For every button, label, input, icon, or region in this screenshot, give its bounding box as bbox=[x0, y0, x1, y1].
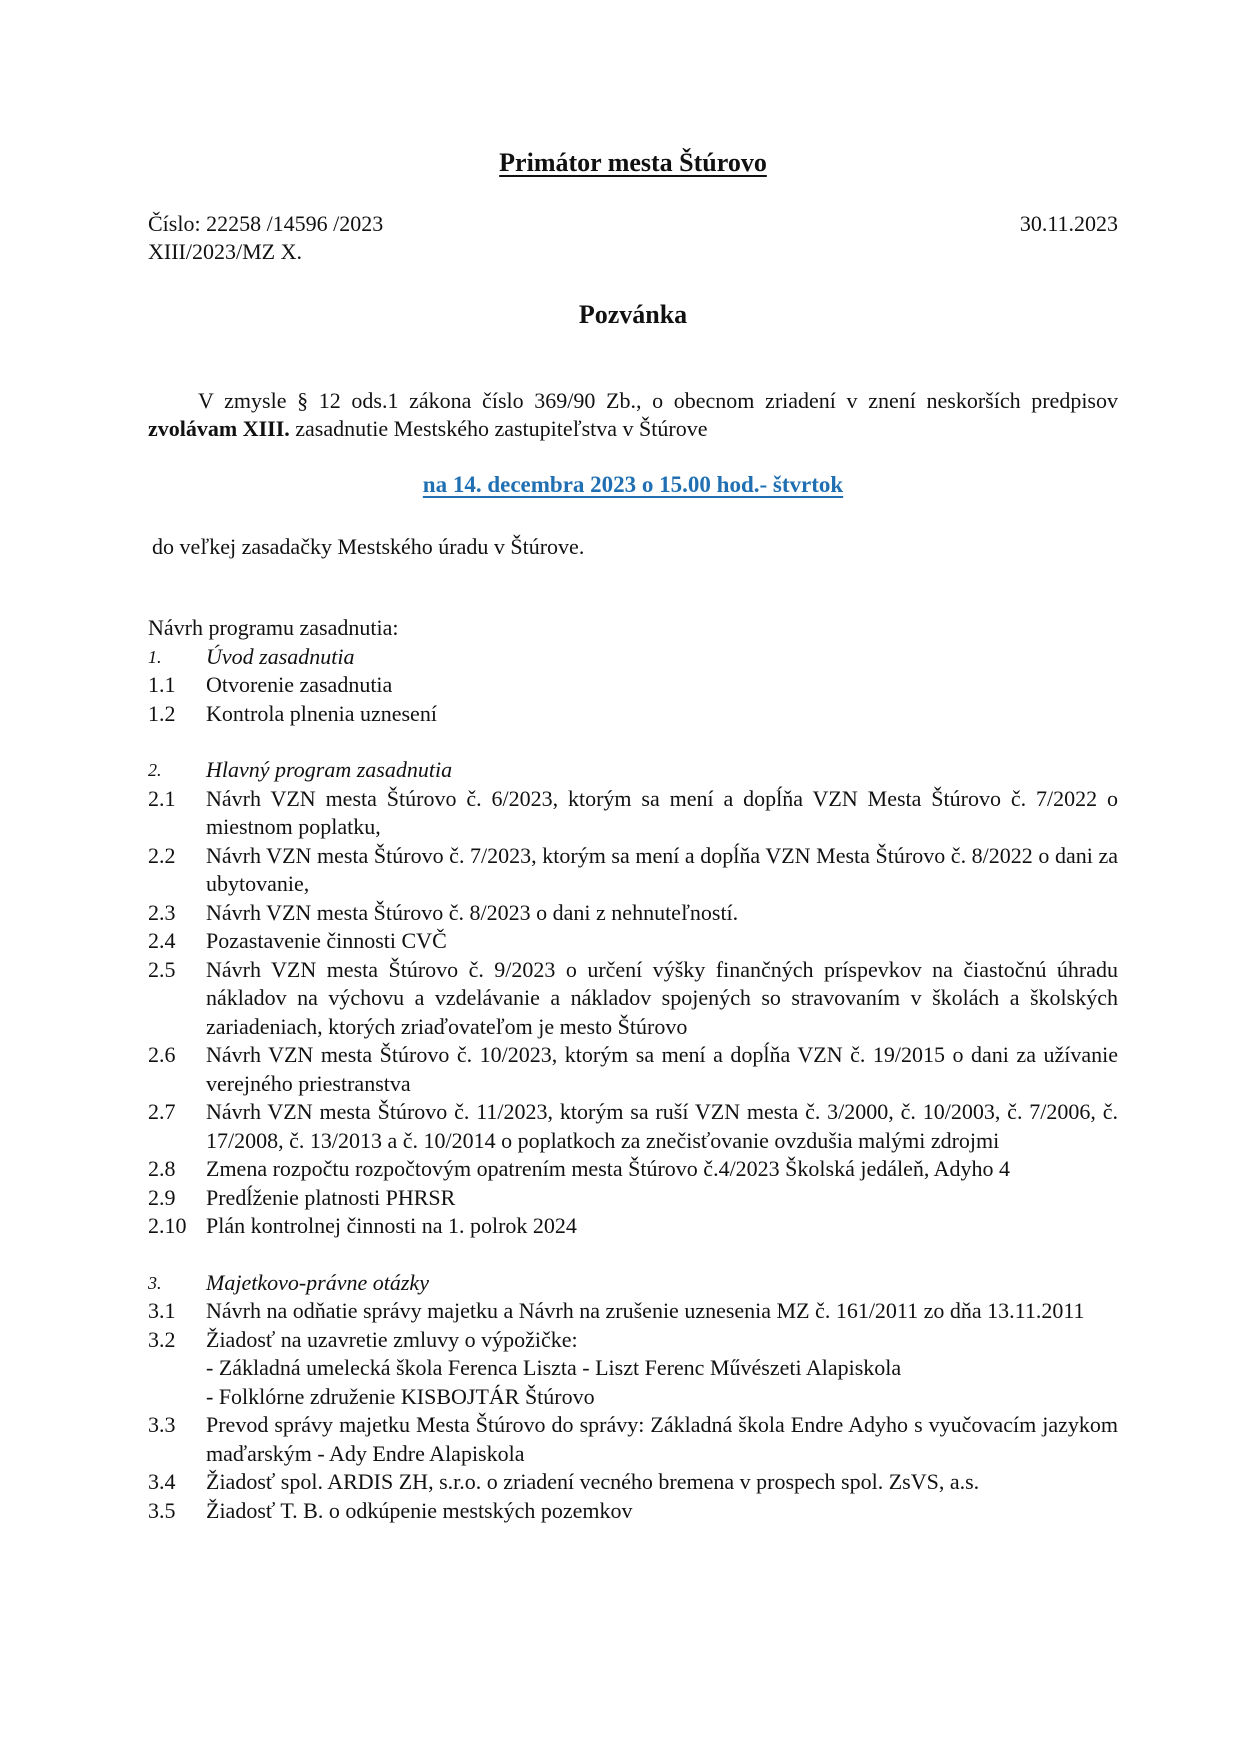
agenda-subitem bbox=[148, 1383, 1118, 1412]
item-text: Pozastavenie činnosti CVČ bbox=[206, 928, 447, 953]
section-number: 3. bbox=[148, 1272, 162, 1293]
item-number: 2.1 bbox=[148, 785, 176, 811]
item-number bbox=[148, 1354, 206, 1383]
agenda-section bbox=[148, 643, 1118, 729]
meeting-venue: do veľkej zasadačky Mestského úradu v Štúrove. bbox=[152, 534, 585, 559]
item-number: 2.6 bbox=[148, 1042, 176, 1067]
item-number: 2.9 bbox=[148, 1184, 176, 1210]
document-date: 30.11.2023 bbox=[1019, 211, 1118, 236]
section-heading bbox=[148, 643, 1118, 672]
section-heading bbox=[148, 756, 1118, 785]
section-title: Hlavný program zasadnutia bbox=[206, 757, 453, 782]
item-text: Zmena rozpočtu rozpočtovým opatrením mesta Štúrovo č.4/2023 Školská jedáleň, Adyho 4 bbox=[206, 1156, 1011, 1181]
agenda-subitem bbox=[148, 1354, 1118, 1383]
section-number: 2. bbox=[148, 760, 162, 780]
item-text: Plán kontrolnej činnosti na 1. polrok 2024 bbox=[206, 1213, 577, 1238]
item-number: 2.2 bbox=[148, 842, 176, 868]
item-text: Návrh VZN mesta Štúrovo č. 6/2023, ktorým sa mení a dopĺňa VZN Mesta Štúrovo č. 7/2022 o miestnom poplatku, bbox=[206, 785, 1118, 839]
item-text: Kontrola plnenia uznesení bbox=[206, 700, 437, 726]
agenda-item bbox=[148, 671, 1118, 700]
item-number: 2.5 bbox=[148, 956, 176, 982]
item-text: Návrh VZN mesta Štúrovo č. 10/2023, ktorým sa mení a dopĺňa VZN č. 19/2015 o dani za užívanie verejného priestranstva bbox=[206, 1042, 1118, 1096]
item-number: 2.4 bbox=[148, 928, 176, 953]
agenda-item bbox=[148, 785, 1118, 842]
section-title: Úvod zasadnutia bbox=[206, 643, 355, 669]
invitation-heading: Pozvánka bbox=[578, 300, 688, 329]
item-text: Žiadosť na uzavretie zmluvy o výpožičke: bbox=[206, 1326, 578, 1352]
agenda-section bbox=[148, 1269, 1118, 1526]
agenda-sections bbox=[148, 643, 1118, 1526]
item-number: 3.5 bbox=[148, 1497, 176, 1523]
agenda-item bbox=[148, 899, 1118, 928]
item-text: Žiadosť spol. ARDIS ZH, s.r.o. o zriadení vecného bremena v prospech spol. ZsVS, a.s. bbox=[206, 1469, 980, 1494]
intro-text-2: zasadnutie Mestského zastupiteľstva v Štúrove bbox=[289, 416, 708, 441]
item-number: 2.7 bbox=[148, 1099, 176, 1124]
item-number: 3.1 bbox=[148, 1298, 176, 1323]
section-number: 1. bbox=[148, 646, 162, 667]
item-text: Návrh VZN mesta Štúrovo č. 8/2023 o dani z nehnuteľností. bbox=[206, 899, 739, 925]
item-number: 1.2 bbox=[148, 700, 176, 726]
reference-code: XIII/2023/MZ X. bbox=[148, 239, 302, 264]
agenda-item bbox=[148, 927, 1118, 956]
agenda-item bbox=[148, 1041, 1118, 1098]
item-text: Prevod správy majetku Mesta Štúrovo do správy: Základná škola Endre Adyho s vyučovacím jazykom maďarským - Ady Endre Alapiskola bbox=[206, 1412, 1118, 1466]
item-number: 1.1 bbox=[148, 672, 176, 697]
agenda-item bbox=[148, 1098, 1118, 1155]
agenda bbox=[148, 614, 1118, 1525]
item-number: 3.4 bbox=[148, 1469, 176, 1494]
agenda-item bbox=[148, 1184, 1118, 1213]
agenda-item bbox=[148, 1212, 1118, 1241]
item-text: Návrh VZN mesta Štúrovo č. 9/2023 o určení výšky finančných príspevkov na čiastočnú úhradu nákladov na výchovu a vzdelávanie a nákladov spojených so stravovaním v školách a školských zariadeniach, ktorých zriaďovateľom je mesto Štúrovo bbox=[206, 956, 1118, 1039]
agenda-item bbox=[148, 1468, 1118, 1497]
agenda-item bbox=[148, 1411, 1118, 1468]
meeting-datetime-link[interactable]: na 14. decembra 2023 o 15.00 hod.- štvrtok bbox=[422, 472, 844, 497]
intro-bold: zvolávam XIII. bbox=[148, 416, 290, 441]
item-text: - Základná umelecká škola Ferenca Liszta - Liszt Ferenc Művészeti Alapiskola bbox=[206, 1355, 902, 1380]
item-text: Návrh VZN mesta Štúrovo č. 7/2023, ktorým sa mení a dopĺňa VZN Mesta Štúrovo č. 8/2022 o dani za ubytovanie, bbox=[206, 842, 1118, 896]
item-text: Otvorenie zasadnutia bbox=[206, 672, 393, 697]
item-text: - Folklórne združenie KISBOJTÁR Štúrovo bbox=[206, 1383, 595, 1409]
agenda-item bbox=[148, 1155, 1118, 1184]
agenda-section bbox=[148, 756, 1118, 1241]
reference-number: Číslo: 22258 /14596 /2023 bbox=[148, 211, 384, 236]
agenda-item bbox=[148, 700, 1118, 729]
item-text: Žiadosť T. B. o odkúpenie mestských pozemkov bbox=[206, 1497, 633, 1523]
agenda-item bbox=[148, 842, 1118, 899]
document-title: Primátor mesta Štúrovo bbox=[499, 148, 767, 177]
item-text: Návrh VZN mesta Štúrovo č. 11/2023, ktorým sa ruší VZN mesta č. 3/2000, č. 10/2003, č. 7/2006, č. 17/2008, č. 13/2013 a č. 10/2014 o poplatkoch za znečisťovanie ovzdušia malými zdrojmi bbox=[206, 1099, 1118, 1153]
item-number: 2.3 bbox=[148, 899, 176, 925]
item-number: 3.3 bbox=[148, 1412, 176, 1437]
agenda-item bbox=[148, 1497, 1118, 1526]
item-number: 3.2 bbox=[148, 1326, 176, 1352]
intro-paragraph bbox=[148, 387, 1118, 443]
item-text: Návrh na odňatie správy majetku a Návrh na zrušenie uznesenia MZ č. 161/2011 zo dňa 13.11.2011 bbox=[206, 1298, 1085, 1323]
agenda-item bbox=[148, 1326, 1118, 1355]
item-text: Predĺženie platnosti PHRSR bbox=[206, 1184, 456, 1210]
item-number bbox=[148, 1383, 206, 1412]
agenda-item bbox=[148, 1297, 1118, 1326]
section-heading bbox=[148, 1269, 1118, 1298]
item-number: 2.8 bbox=[148, 1156, 176, 1181]
agenda-item bbox=[148, 956, 1118, 1042]
intro-text-1: V zmysle § 12 ods.1 zákona číslo 369/90 Zb., o obecnom zriadení v znení neskorších predpisov bbox=[198, 388, 1118, 413]
reference-line bbox=[148, 210, 1118, 238]
section-title: Majetkovo-právne otázky bbox=[206, 1269, 429, 1295]
item-number: 2.10 bbox=[148, 1213, 187, 1238]
agenda-label: Návrh programu zasadnutia: bbox=[148, 615, 399, 640]
